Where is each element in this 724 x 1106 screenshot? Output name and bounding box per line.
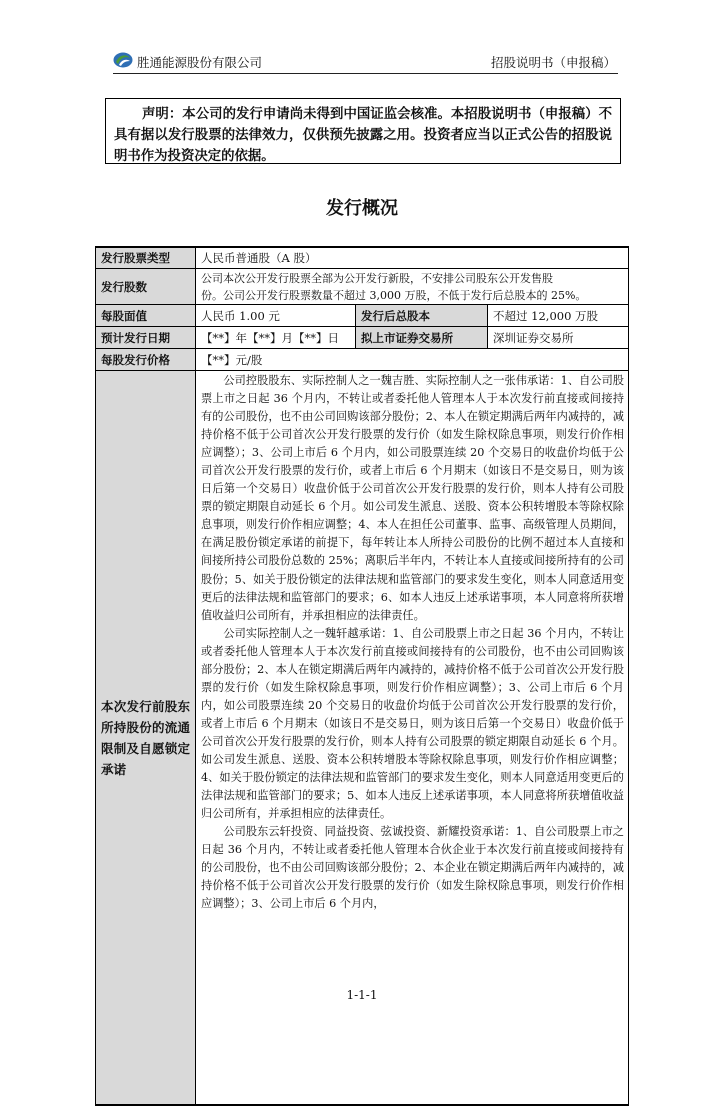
page-number: 1-1-1	[346, 988, 378, 1002]
table-row	[96, 269, 629, 305]
company-logo-icon	[113, 52, 133, 68]
disclaimer-notice: 声明：本公司的发行申请尚未得到中国证监会核准。本招股说明书（申报稿）不具有据以发行股票的法律效力，仅供预先披露之用。投资者应当以正式公告的招股说明书作为投资决定的依据。	[105, 98, 621, 164]
exchange-label: 拟上市证券交易所	[356, 327, 488, 349]
issue-date-label: 预计发行日期	[96, 327, 196, 349]
shares-value-line-2: 份。公司公开发行股票数量不超过 3,000 万股，不低于发行后总股本的 25%。	[201, 288, 587, 302]
shares-value-line-1: 公司本次公开发行股票全部为公开发行新股，不安排公司股东公开发售股	[201, 271, 553, 285]
exchange-value: 深圳证券交易所	[488, 327, 629, 349]
page-title: 发行概况	[326, 198, 398, 219]
company-name: 胜通能源股份有限公司	[137, 55, 263, 70]
shares-value	[196, 269, 629, 305]
issue-date-value: 【**】年【**】月【**】日	[196, 327, 356, 349]
shares-label: 发行股数	[96, 269, 196, 305]
total-capital-label: 发行后总股本	[356, 305, 488, 327]
commitment-paragraph-3: 公司股东云轩投资、同益投资、弦诚投资、新耀投资承诺：1、自公司股票上市之日起 36 个月内，不转让或者委托他人管理本合伙企业于本次发行前直接或间接持有的公司股份，也不由公司回购该部分股份；2、本企业在锁定期满后两年内减持的，减持价格不低于公司首次公开发行股票的发行价（如发生除权除息事项，则发行价作相应调整）；3、公司上市后 6 个月内，	[201, 825, 624, 911]
stock-type-label: 发行股票类型	[96, 247, 196, 269]
commitment-paragraph-1: 公司控股股东、实际控制人之一魏吉胜、实际控制人之一张伟承诺：1、自公司股票上市之日起 36 个月内，不转让或者委托他人管理本人于本次发行前直接或间接持有的公司股份，也不由公司回购该部分股份；2、本人在锁定期满后两年内减持的，减持价格不低于公司首次公开发行股票的发行价（如发生除权除息事项，则发行价作相应调整）；3、公司上市后 6 个月内，如公司股票连续 20 个交易日的收盘价均低于公司首次公开发行股票的发行价，或者上市后 6 个月期末（如该日不是交易日，则为该日后第一个交易日）收盘价低于公司首次公开发行股票的发行价，则本人持有公司股票的锁定期限自动延长 6 个月。如公司发生派息、送股、资本公积转增股本等除权除息事项，则发行价作相应调整；4、本人在担任公司董事、监事、高级管理人员期间，在满足股份锁定承诺的前提下，每年转让本人所持公司股份的比例不超过本人直接和间接所持公司股份总数的 25%；离职后半年内，不转让本人直接或间接所持有的公司股份；5、如关于股份锁定的法律法规和监管部门的要求发生变化，则本人同意适用变更后的法律法规和监管部门的要求；6、如本人违反上述承诺事项，本人同意将所获增值收益归公司所有，并承担相应的法律责任。	[201, 374, 624, 622]
table-row	[96, 327, 629, 349]
par-value-value: 人民币 1.00 元	[196, 305, 356, 327]
stock-type-value: 人民币普通股（A 股）	[196, 247, 629, 269]
lockup-label: 本次发行前股东所持股份的流通限制及自愿锁定承诺	[96, 371, 196, 1106]
par-value-label: 每股面值	[96, 305, 196, 327]
table-row	[96, 305, 629, 327]
commitment-paragraph-2: 公司实际控制人之一魏轩越承诺：1、自公司股票上市之日起 36 个月内，不转让或者委托他人管理本人于本次发行前直接或间接持有的公司股份，也不由公司回购该部分股份；2、本人在锁定期满后两年内减持的，减持价格不低于公司首次公开发行股票的发行价（如发生除权除息事项，则发行价作相应调整）；3、公司上市后 6 个月内，如公司股票连续 20 个交易日的收盘价均低于公司首次公开发行股票的发行价，或者上市后 6 个月期末（如该日不是交易日，则为该日后第一个交易日）收盘价低于公司首次公开发行股票的发行价，则本人持有公司股票的锁定期限自动延长 6 个月。如公司发生派息、送股、资本公积转增股本等除权除息事项，则发行价作相应调整；4、如关于股份锁定的法律法规和监管部门的要求发生变化，则本人同意适用变更后的法律法规和监管部门的要求；5、如本人违反上述承诺事项，本人同意将所获增值收益归公司所有，并承担相应的法律责任。	[201, 626, 624, 821]
document-type: 招股说明书（申报稿）	[490, 55, 616, 70]
price-label: 每股发行价格	[96, 349, 196, 371]
table-row	[96, 247, 629, 269]
price-value: 【**】元/股	[196, 349, 629, 371]
offering-overview-table	[95, 246, 629, 1106]
page-header	[113, 51, 618, 74]
table-row	[96, 349, 629, 371]
total-capital-value: 不超过 12,000 万股	[488, 305, 629, 327]
